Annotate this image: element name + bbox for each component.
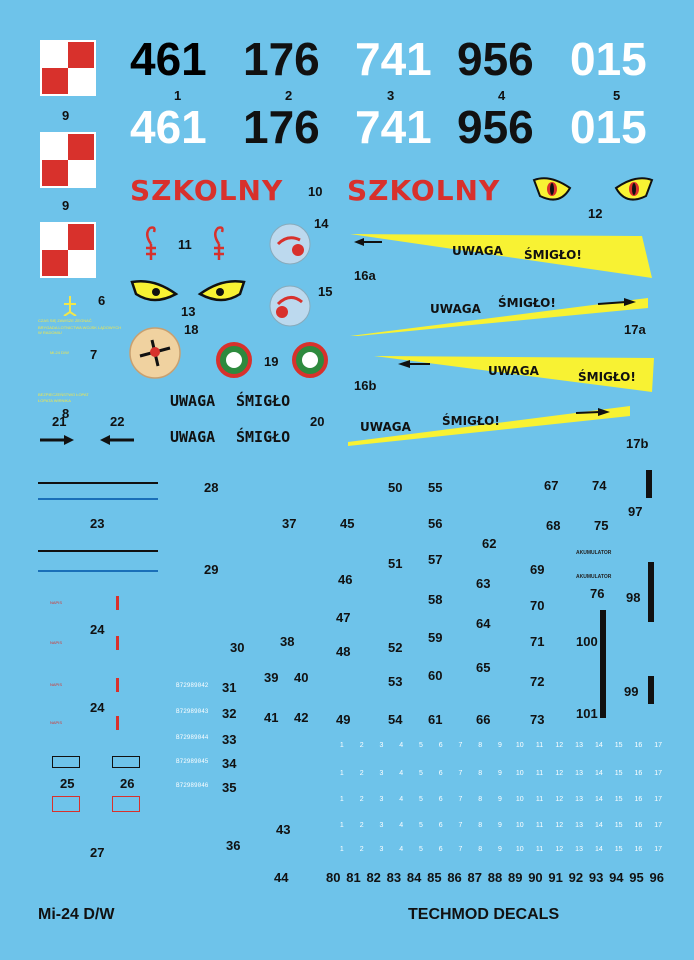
label-9b: 9 bbox=[62, 198, 70, 213]
number-176-black-2: 176 bbox=[243, 101, 320, 153]
label-50: 50 bbox=[388, 480, 403, 495]
label-76: 76 bbox=[590, 586, 605, 601]
label-53: 53 bbox=[388, 674, 403, 689]
label-55: 55 bbox=[428, 480, 443, 495]
roundel-icon bbox=[216, 342, 252, 378]
scorpion-icon bbox=[140, 224, 162, 262]
label-20: 20 bbox=[310, 414, 325, 429]
model-title: Mi-24 D/W bbox=[38, 906, 115, 923]
label-6: 6 bbox=[98, 293, 106, 308]
label-15: 15 bbox=[318, 284, 333, 299]
unit-badge-icon bbox=[268, 284, 312, 328]
label-28: 28 bbox=[204, 480, 219, 495]
label-31: 31 bbox=[222, 680, 237, 695]
label-17a: 17a bbox=[624, 322, 646, 337]
unit-badge-icon bbox=[268, 222, 312, 266]
label-39: 39 bbox=[264, 670, 279, 685]
label-8: 8 bbox=[62, 406, 70, 421]
checker-roundel bbox=[40, 40, 96, 96]
label-58: 58 bbox=[428, 592, 443, 607]
label-10: 10 bbox=[308, 184, 323, 199]
label-69: 69 bbox=[530, 562, 545, 577]
black-stripe bbox=[646, 470, 652, 498]
serial-number: B72989042 bbox=[176, 682, 209, 689]
red-mark: NAPIS bbox=[50, 720, 63, 725]
red-mark bbox=[116, 716, 119, 730]
number-956-black: 956 bbox=[457, 33, 534, 85]
digit-row: 1 2 3 4 5 6 7 8 9 10 11 12 13 14 15 16 17 bbox=[339, 822, 663, 829]
number-741-white-2: 741 bbox=[355, 101, 432, 153]
serial-number: B72989044 bbox=[176, 734, 209, 741]
label-65: 65 bbox=[476, 660, 491, 675]
label-32: 32 bbox=[222, 706, 237, 721]
label-59: 59 bbox=[428, 630, 443, 645]
label-99: 99 bbox=[624, 684, 639, 699]
smiglo-text: ŚMIGŁO! bbox=[524, 248, 582, 262]
label-24a: 24 bbox=[90, 622, 105, 637]
label-63: 63 bbox=[476, 576, 491, 591]
label-97: 97 bbox=[628, 504, 643, 519]
label-70: 70 bbox=[530, 598, 545, 613]
label-13: 13 bbox=[181, 304, 196, 319]
label-12: 12 bbox=[588, 206, 603, 221]
label-41: 41 bbox=[264, 710, 279, 725]
brand-title: TECHMOD DECALS bbox=[408, 906, 560, 923]
uwaga-text: UWAGA bbox=[452, 244, 503, 258]
black-stripe bbox=[600, 704, 606, 718]
serial-number: B72989046 bbox=[176, 782, 209, 789]
number-461-white: 461 bbox=[130, 33, 207, 85]
label-30: 30 bbox=[230, 640, 245, 655]
smiglo-text: ŚMIGŁO bbox=[236, 392, 291, 410]
label-22: 22 bbox=[110, 414, 125, 429]
label-7: 7 bbox=[90, 347, 98, 362]
label-38: 38 bbox=[280, 634, 295, 649]
figure-icon bbox=[60, 294, 80, 316]
label-35: 35 bbox=[222, 780, 237, 795]
checker-roundel bbox=[40, 132, 96, 188]
uwaga-text: UWAGA bbox=[170, 428, 216, 446]
smiglo-text: ŚMIGŁO! bbox=[498, 296, 556, 310]
witch-badge-icon bbox=[128, 326, 182, 380]
label-52: 52 bbox=[388, 640, 403, 655]
label-48: 48 bbox=[336, 644, 351, 659]
tiger-eyes-icon bbox=[530, 174, 660, 210]
red-mark bbox=[116, 678, 119, 692]
digit-row: 1 2 3 4 5 6 7 8 9 10 11 12 13 14 15 16 17 bbox=[339, 846, 663, 853]
stencil-line bbox=[38, 550, 158, 552]
label-73: 73 bbox=[530, 712, 545, 727]
tiny-text-7: Mi-24 D/W bbox=[50, 350, 69, 355]
label-33: 33 bbox=[222, 732, 237, 747]
red-mark: NAPIS bbox=[50, 600, 63, 605]
label-21: 21 bbox=[52, 414, 67, 429]
digit-row: 1 2 3 4 5 6 7 8 9 10 11 12 13 14 15 16 17 bbox=[339, 742, 663, 749]
label-61: 61 bbox=[428, 712, 443, 727]
uwaga-text: UWAGA bbox=[488, 364, 539, 378]
red-mark: NAPIS bbox=[50, 640, 63, 645]
stencil-line bbox=[38, 482, 158, 484]
digit-row: 1 2 3 4 5 6 7 8 9 10 11 12 13 14 15 16 17 bbox=[339, 796, 663, 803]
label-37: 37 bbox=[282, 516, 297, 531]
label-25: 25 bbox=[60, 776, 75, 791]
label-1: 1 bbox=[174, 88, 182, 103]
label-5: 5 bbox=[613, 88, 621, 103]
akumulator-text: AKUMULATOR bbox=[576, 550, 612, 556]
smiglo-text: ŚMIGŁO bbox=[236, 428, 291, 446]
stencil-line-blue bbox=[38, 570, 158, 572]
label-75: 75 bbox=[594, 518, 609, 533]
label-9a: 9 bbox=[62, 108, 70, 123]
label-47: 47 bbox=[336, 610, 351, 625]
label-11: 11 bbox=[178, 237, 192, 252]
label-57: 57 bbox=[428, 552, 443, 567]
scorpion-icon bbox=[208, 224, 230, 262]
label-68: 68 bbox=[546, 518, 561, 533]
checker-roundel bbox=[40, 222, 96, 278]
label-56: 56 bbox=[428, 516, 443, 531]
bottom-labels: 80 81 82 83 84 85 86 87 88 89 90 91 92 93 94 95 96 bbox=[326, 870, 664, 885]
label-44: 44 bbox=[274, 870, 289, 885]
label-29: 29 bbox=[204, 562, 219, 577]
label-54: 54 bbox=[388, 712, 403, 727]
stencil-box bbox=[52, 756, 80, 768]
smiglo-text: ŚMIGŁO! bbox=[578, 370, 636, 384]
label-27: 27 bbox=[90, 845, 105, 860]
red-mark bbox=[116, 636, 119, 650]
label-67: 67 bbox=[544, 478, 559, 493]
label-71: 71 bbox=[530, 634, 545, 649]
digit-row: 1 2 3 4 5 6 7 8 9 10 11 12 13 14 15 16 17 bbox=[339, 770, 663, 777]
red-mark bbox=[116, 596, 119, 610]
number-956-black-2: 956 bbox=[457, 101, 534, 153]
label-49: 49 bbox=[336, 712, 351, 727]
label-42: 42 bbox=[294, 710, 309, 725]
label-62: 62 bbox=[482, 536, 497, 551]
label-46: 46 bbox=[338, 572, 353, 587]
label-3: 3 bbox=[387, 88, 395, 103]
label-36: 36 bbox=[226, 838, 241, 853]
label-4: 4 bbox=[498, 88, 506, 103]
number-741-white: 741 bbox=[355, 33, 432, 85]
label-72: 72 bbox=[530, 674, 545, 689]
label-17b: 17b bbox=[626, 436, 649, 451]
label-2: 2 bbox=[285, 88, 293, 103]
tiny-text-6b: BRYGADA LOTNICTWA WOJSK LĄDOWYCH W RADOMIU bbox=[38, 325, 122, 335]
serial-number: B72989043 bbox=[176, 708, 209, 715]
red-mark: NAPIS bbox=[50, 682, 63, 687]
number-015-white-2: 015 bbox=[570, 101, 647, 153]
szkolny-left: SZKOLNY bbox=[130, 174, 284, 207]
tiny-text-8a: BEZPIECZEŃSTWO ŁOPAT bbox=[38, 392, 89, 397]
smiglo-text: ŚMIGŁO! bbox=[442, 414, 500, 428]
label-100: 100 bbox=[576, 634, 598, 649]
akumulator-text: AKUMULATOR bbox=[576, 574, 612, 580]
angry-eyes-icon bbox=[128, 274, 248, 308]
label-60: 60 bbox=[428, 668, 443, 683]
uwaga-text: UWAGA bbox=[360, 420, 411, 434]
serial-number: B72989045 bbox=[176, 758, 209, 765]
black-stripe bbox=[600, 610, 606, 704]
label-98: 98 bbox=[626, 590, 641, 605]
black-stripe bbox=[648, 676, 654, 704]
tiny-text-6a: CZAS SIĘ ZAWSZE ŻEGNAĆ bbox=[38, 318, 92, 323]
szkolny-right: SZKOLNY bbox=[347, 174, 501, 207]
uwaga-text: UWAGA bbox=[430, 302, 481, 316]
label-101: 101 bbox=[576, 706, 598, 721]
label-74: 74 bbox=[592, 478, 607, 493]
arrow-right-icon bbox=[40, 434, 76, 446]
label-40: 40 bbox=[294, 670, 309, 685]
label-66: 66 bbox=[476, 712, 491, 727]
label-45: 45 bbox=[340, 516, 355, 531]
label-19: 19 bbox=[264, 354, 279, 369]
stencil-line-blue bbox=[38, 498, 158, 500]
red-box bbox=[112, 796, 140, 812]
label-34: 34 bbox=[222, 756, 237, 771]
label-43: 43 bbox=[276, 822, 291, 837]
label-23: 23 bbox=[90, 516, 105, 531]
label-64: 64 bbox=[476, 616, 491, 631]
label-14: 14 bbox=[314, 216, 329, 231]
label-24b: 24 bbox=[90, 700, 105, 715]
label-16b: 16b bbox=[354, 378, 377, 393]
black-stripe bbox=[648, 562, 654, 622]
arrow-left-icon bbox=[98, 434, 134, 446]
uwaga-text: UWAGA bbox=[170, 392, 216, 410]
roundel-icon bbox=[292, 342, 328, 378]
red-box bbox=[52, 796, 80, 812]
tiny-text-8b: ŁOPATA WIRNIKA bbox=[38, 398, 71, 403]
number-461-white-2: 461 bbox=[130, 101, 207, 153]
label-51: 51 bbox=[388, 556, 403, 571]
label-26: 26 bbox=[120, 776, 135, 791]
stencil-box bbox=[112, 756, 140, 768]
label-16a: 16a bbox=[354, 268, 376, 283]
number-176-black: 176 bbox=[243, 33, 320, 85]
label-18: 18 bbox=[184, 322, 199, 337]
number-015-white: 015 bbox=[570, 33, 647, 85]
